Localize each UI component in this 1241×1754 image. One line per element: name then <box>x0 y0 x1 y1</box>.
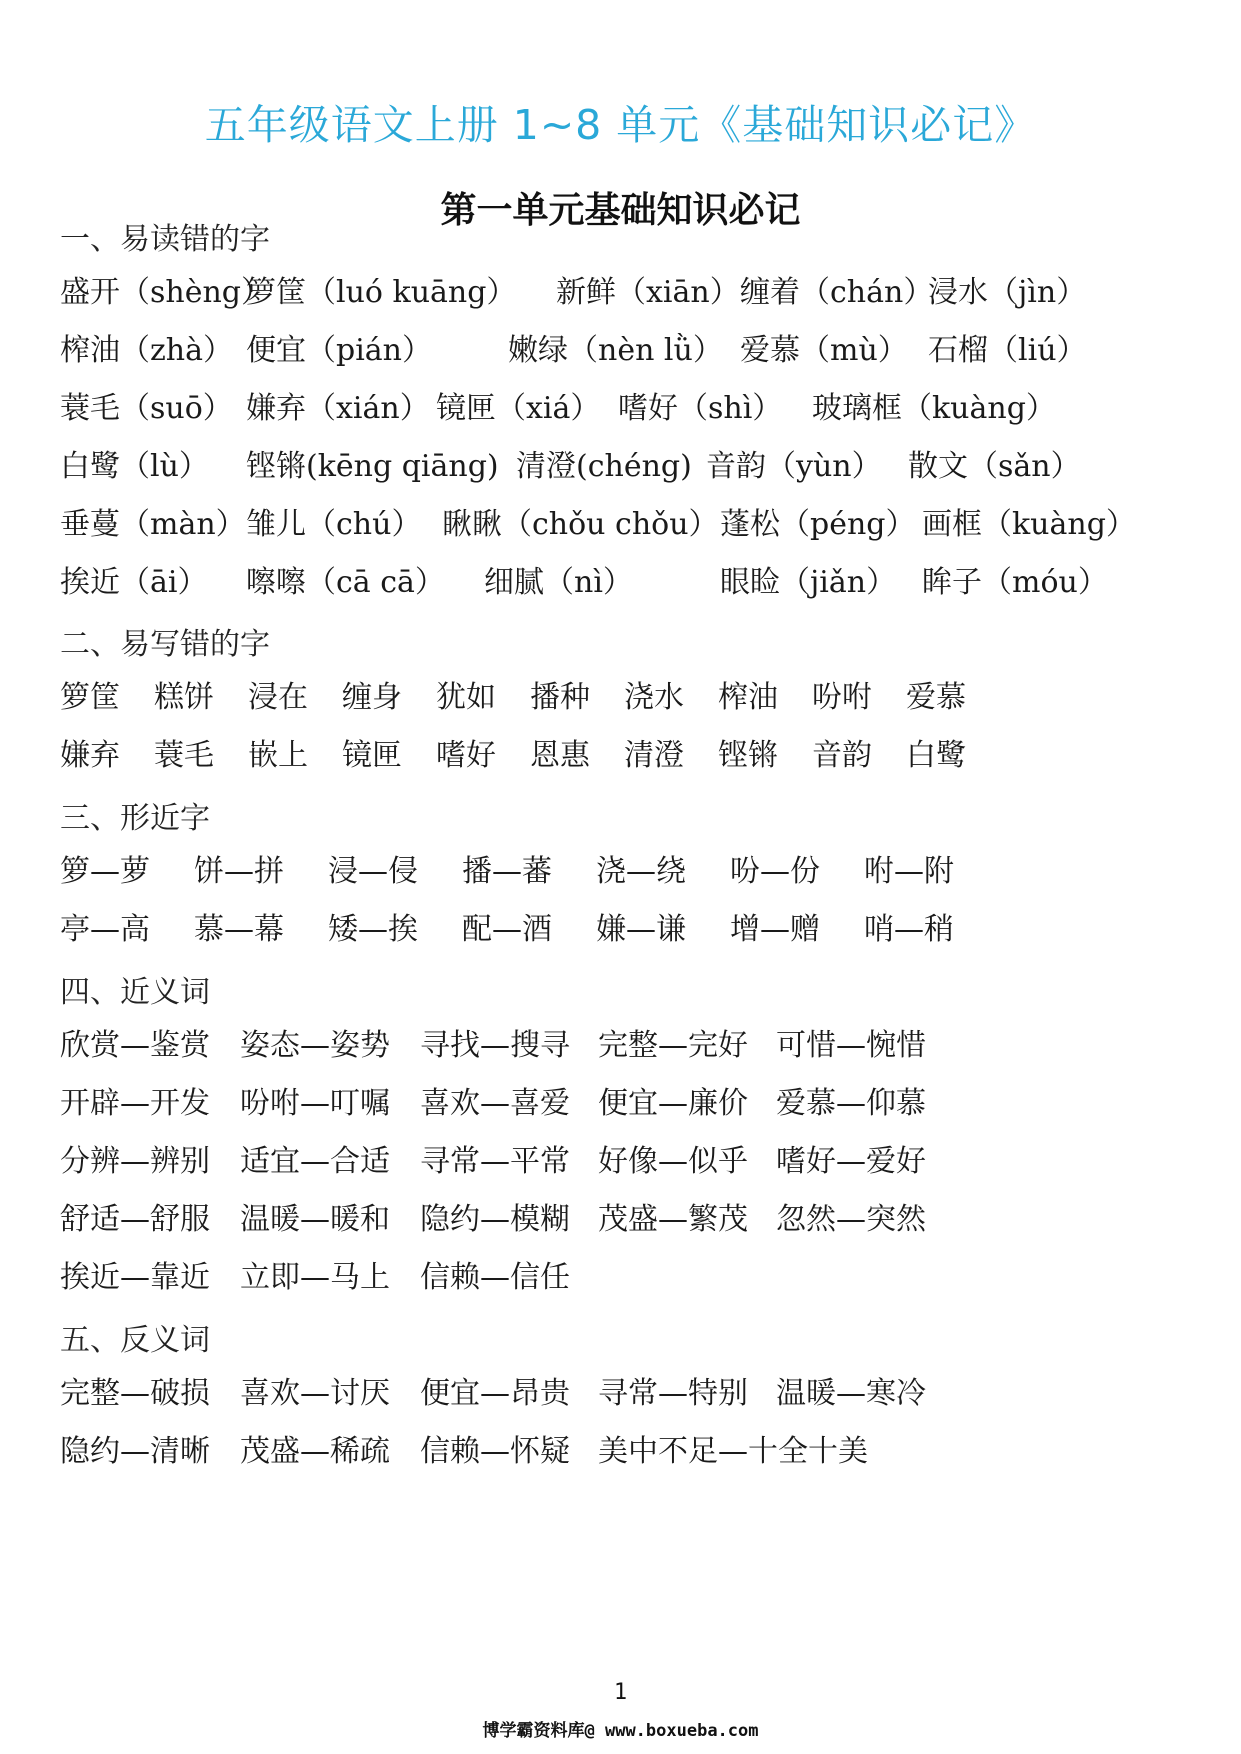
word-item: 播种 <box>530 680 590 715</box>
word-item: 立即—马上 <box>240 1260 390 1295</box>
word-item: 嗜好 <box>436 738 496 773</box>
word-item: 石榴（liú） <box>928 333 1087 368</box>
word-item: 姿态—姿势 <box>240 1028 390 1063</box>
word-item: 亭—高 <box>60 912 150 947</box>
word-item: 箩筐 <box>60 680 120 715</box>
word-item: 咐—附 <box>864 854 954 889</box>
word-item: 箩筐（luó kuāng） <box>246 275 517 310</box>
word-item: 镜匣 <box>342 738 402 773</box>
word-item: 蓑毛 <box>154 738 214 773</box>
word-item: 茂盛—稀疏 <box>240 1434 390 1469</box>
word-item: 信赖—怀疑 <box>420 1434 570 1469</box>
word-item: 蓑毛（suō） <box>60 391 233 426</box>
word-item: 眼睑（jiǎn） <box>720 565 897 600</box>
word-item: 浸在 <box>248 680 308 715</box>
word-item: 白鹭 <box>906 738 966 773</box>
word-item: 眸子（móu） <box>922 565 1108 600</box>
word-item: 好像—似乎 <box>598 1144 748 1179</box>
word-item: 便宜—昂贵 <box>420 1376 570 1411</box>
word-item: 嫌—谦 <box>596 912 686 947</box>
word-item: 吩咐—叮嘱 <box>240 1086 390 1121</box>
word-item: 适宜—合适 <box>240 1144 390 1179</box>
word-item: 蓬松（péng） <box>720 507 916 542</box>
section-heading-2: 二、易写错的字 <box>60 627 270 662</box>
word-item: 嗜好—爱好 <box>776 1144 926 1179</box>
section-heading-1: 一、易读错的字 <box>60 222 270 257</box>
word-item: 茂盛—繁茂 <box>598 1202 748 1237</box>
word-item: 嵌上 <box>248 738 308 773</box>
word-item: 吩咐 <box>812 680 872 715</box>
word-item: 爱慕（mù） <box>740 333 908 368</box>
word-item: 喜欢—喜爱 <box>420 1086 570 1121</box>
word-item: 吩—份 <box>730 854 820 889</box>
word-item: 慕—幕 <box>194 912 284 947</box>
word-item: 嚓嚓（cā cā） <box>246 565 445 600</box>
word-item: 缠身 <box>342 680 402 715</box>
word-item: 盛开（shèng） <box>60 275 271 310</box>
word-item: 增—赠 <box>730 912 820 947</box>
word-item: 新鲜（xiān） <box>556 275 740 310</box>
word-item: 寻常—平常 <box>420 1144 570 1179</box>
word-item: 浇—绕 <box>596 854 686 889</box>
word-item: 挨近—靠近 <box>60 1260 210 1295</box>
word-item: 隐约—模糊 <box>420 1202 570 1237</box>
word-item: 开辟—开发 <box>60 1086 210 1121</box>
word-item: 信赖—信任 <box>420 1260 570 1295</box>
word-item: 挨近（āi） <box>60 565 208 600</box>
word-item: 垂蔓（màn） <box>60 507 246 542</box>
section-heading-3: 三、形近字 <box>60 801 210 836</box>
word-item: 画框（kuàng） <box>922 507 1136 542</box>
word-item: 爱慕—仰慕 <box>776 1086 926 1121</box>
word-item: 舒适—舒服 <box>60 1202 210 1237</box>
word-item: 温暖—暖和 <box>240 1202 390 1237</box>
word-item: 可惜—惋惜 <box>776 1028 926 1063</box>
word-item: 铿锵(kēng qiāng) <box>246 449 499 484</box>
word-item: 哨—稍 <box>864 912 954 947</box>
word-item: 完整—破损 <box>60 1376 210 1411</box>
word-item: 玻璃框（kuàng） <box>812 391 1056 426</box>
word-item: 完整—完好 <box>598 1028 748 1063</box>
word-item: 清澄 <box>624 738 684 773</box>
page-number: 1 <box>613 1680 628 1705</box>
word-item: 嫩绿（nèn lǜ） <box>508 333 723 368</box>
word-item: 恩惠 <box>530 738 590 773</box>
word-item: 矮—挨 <box>328 912 418 947</box>
unit-title: 第一单元基础知识必记 <box>440 189 801 231</box>
word-item: 配—酒 <box>462 912 552 947</box>
section-heading-5: 五、反义词 <box>60 1323 210 1358</box>
word-item: 分辨—辨别 <box>60 1144 210 1179</box>
word-item: 散文（sǎn） <box>908 449 1081 484</box>
word-item: 浇水 <box>624 680 684 715</box>
word-item: 缠着（chán） <box>740 275 934 310</box>
word-item: 细腻（nì） <box>484 565 633 600</box>
footer-watermark: 博学霸资料库@ www.boxueba.com <box>482 1721 759 1741</box>
word-item: 便宜—廉价 <box>598 1086 748 1121</box>
word-item: 雏儿（chú） <box>246 507 422 542</box>
word-item: 美中不足—十全十美 <box>598 1434 868 1469</box>
document-title: 五年级语文上册 1~8 单元《基础知识必记》 <box>204 101 1037 149</box>
word-item: 瞅瞅（chǒu chǒu） <box>442 507 719 542</box>
word-item: 播—蕃 <box>462 854 552 889</box>
word-item: 箩—萝 <box>60 854 150 889</box>
word-item: 镜匣（xiá） <box>436 391 601 426</box>
word-item: 饼—拼 <box>194 854 284 889</box>
word-item: 寻找—搜寻 <box>420 1028 570 1063</box>
word-item: 爱慕 <box>906 680 966 715</box>
section-heading-4: 四、近义词 <box>60 975 210 1010</box>
word-item: 嫌弃 <box>60 738 120 773</box>
word-item: 寻常—特别 <box>598 1376 748 1411</box>
word-item: 犹如 <box>436 680 496 715</box>
word-item: 音韵 <box>812 738 872 773</box>
word-item: 榨油（zhà） <box>60 333 234 368</box>
word-item: 浸—侵 <box>328 854 418 889</box>
word-item: 温暖—寒冷 <box>776 1376 926 1411</box>
word-item: 忽然—突然 <box>776 1202 926 1237</box>
word-item: 喜欢—讨厌 <box>240 1376 390 1411</box>
word-item: 浸水（jìn） <box>928 275 1087 310</box>
word-item: 铿锵 <box>718 738 778 773</box>
word-item: 嗜好（shì） <box>618 391 783 426</box>
word-item: 白鹭（lù） <box>60 449 209 484</box>
word-item: 音韵（yùn） <box>706 449 882 484</box>
word-item: 嫌弃（xián） <box>246 391 430 426</box>
word-item: 榨油 <box>718 680 778 715</box>
word-item: 糕饼 <box>154 680 214 715</box>
word-item: 清澄(chéng) <box>516 449 692 484</box>
word-item: 便宜（pián） <box>246 333 433 368</box>
word-item: 欣赏—鉴赏 <box>60 1028 210 1063</box>
word-item: 隐约—清晰 <box>60 1434 210 1469</box>
